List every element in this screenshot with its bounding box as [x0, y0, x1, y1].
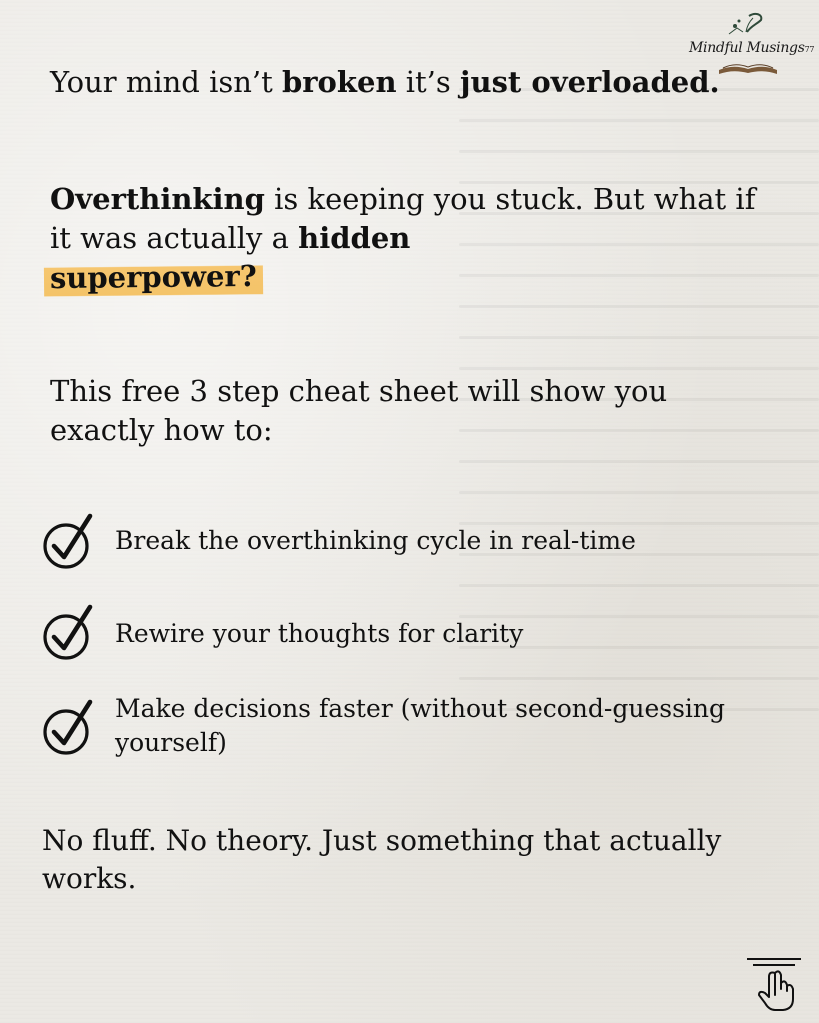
check-circle-icon	[40, 512, 100, 572]
benefit-label: Rewire your thoughts for clarity	[115, 619, 524, 648]
swipe-hand-icon[interactable]	[739, 953, 809, 1013]
check-circle-icon	[40, 698, 100, 758]
check-circle-icon	[40, 603, 100, 663]
overthinking-paragraph	[50, 180, 770, 299]
superpower-highlight: superpower?	[44, 257, 263, 300]
closing-text: No fluff. No theory. Just something that actually works.	[42, 824, 722, 895]
benefit-label: Break the overthinking cycle in real-time	[115, 526, 636, 555]
intro-heading	[50, 63, 770, 102]
intro-bold-overloaded: just overloaded.	[460, 65, 720, 99]
offer-text: This free 3 step cheat sheet will show you exactly how to:	[50, 374, 668, 447]
overthinking-bold: Overthinking	[50, 182, 265, 216]
benefit-label: Make decisions faster (without second-guessing yourself)	[115, 694, 725, 757]
brand-suffix: 77	[804, 45, 815, 54]
intro-text: Your mind isn’t	[50, 65, 282, 99]
overthinking-text: is keeping you stuck. But what if it was actually a	[50, 182, 756, 255]
hidden-bold: hidden	[298, 221, 411, 255]
intro-bold-broken: broken	[282, 65, 397, 99]
intro-text-mid: it’s	[396, 65, 460, 99]
brand-name: Mindful Musings	[689, 40, 805, 56]
